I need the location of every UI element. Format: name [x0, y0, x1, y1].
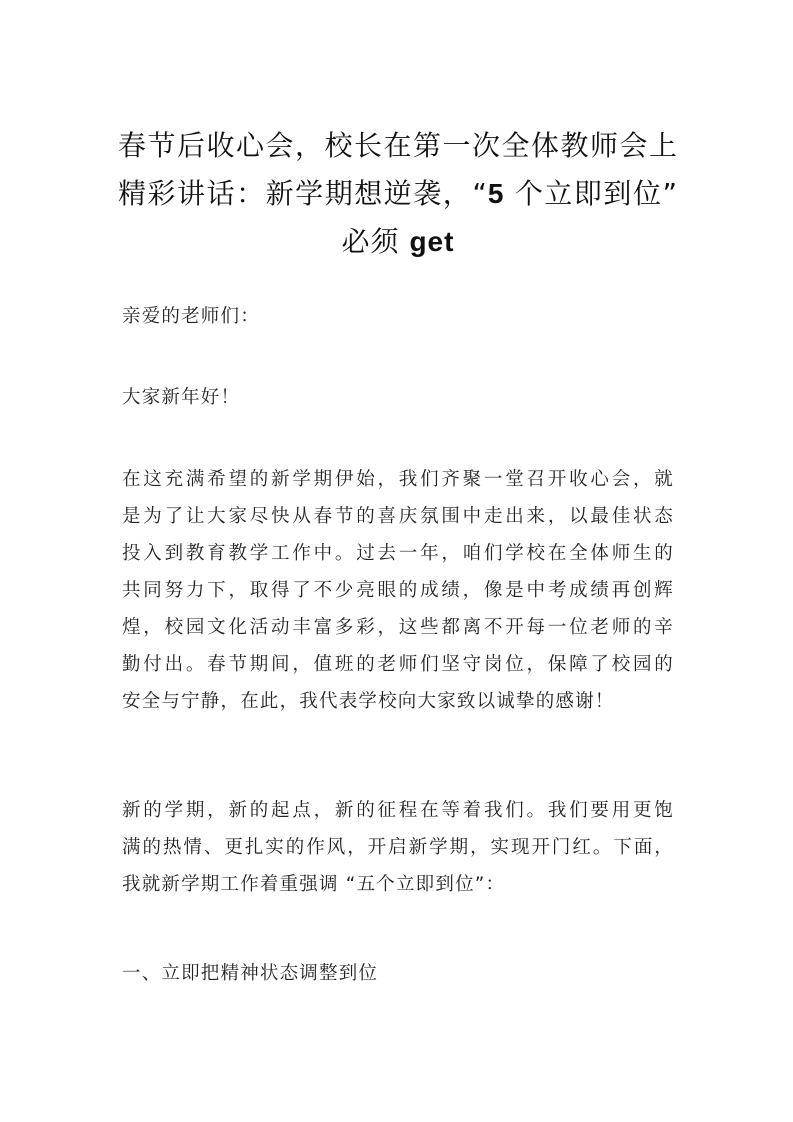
title-line-2	[118, 170, 678, 218]
paragraph-1-line: 勤付出。春节期间，值班的老师们坚守岗位，保障了校园的	[122, 654, 674, 675]
section-heading	[122, 955, 674, 992]
title-line-2-part-b: 个立即到位”	[504, 177, 678, 210]
paragraph-1-line: 安全与宁静，在此，我代表学校向大家致以诚挚的感谢！	[122, 691, 615, 712]
paragraph-1	[122, 461, 674, 720]
salutation	[122, 298, 674, 335]
paragraph-1-line: 在这充满希望的新学期伊始，我们齐聚一堂召开收心会，就	[122, 469, 674, 490]
paragraph-2-line: 新的学期，新的起点，新的征程在等着我们。我们要用更饱	[122, 800, 674, 821]
section-heading-text: 一、立即把精神状态调整到位	[122, 963, 379, 984]
document-title	[118, 122, 678, 266]
paragraph-1-line: 煌，校园文化活动丰富多彩，这些都离不开每一位老师的辛	[122, 617, 674, 638]
title-line-3	[118, 218, 678, 266]
paragraph-2	[122, 792, 674, 903]
paragraph-1-line: 投入到教育教学工作中。过去一年，咱们学校在全体师生的	[122, 543, 674, 564]
paragraph-2-line: 我就新学期工作着重强调 “五个立即到位”：	[122, 874, 506, 895]
greeting	[122, 379, 674, 416]
title-line-1: 春节后收心会，校长在第一次全体教师会上	[118, 129, 678, 162]
paragraph-1-line: 共同努力下，取得了不少亮眼的成绩，像是中考成绩再创辉	[122, 580, 674, 601]
title-line-2-part-a: 精彩讲话：新学期想逆袭，“	[118, 177, 488, 210]
salutation-text: 亲爱的老师们：	[122, 306, 260, 327]
title-line-3-latin: get	[409, 226, 455, 257]
title-line-3-part-a: 必须	[341, 225, 410, 258]
title-line-2-number: 5	[487, 178, 505, 209]
paragraph-1-line: 是为了让大家尽快从春节的喜庆氛围中走出来，以最佳状态	[122, 506, 674, 527]
paragraph-2-line: 满的热情、更扎实的作风，开启新学期，实现开门红。下面，	[122, 837, 674, 858]
greeting-text: 大家新年好！	[122, 387, 241, 408]
